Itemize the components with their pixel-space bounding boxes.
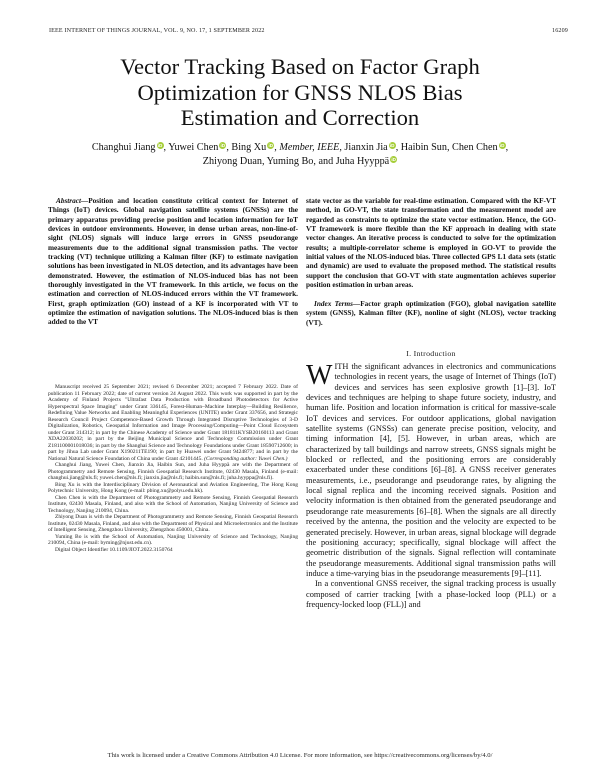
license-notice[interactable]: This work is licensed under a Creative Commons Attribution 4.0 License. For more information, see https://creativecommons.org/licenses/by/4.0/ <box>107 752 493 759</box>
first-page-footnote <box>48 384 298 553</box>
footnote-funding-text: Manuscript received 25 September 2021; revised 6 December 2021; accepted 7 February 2022. Date of publication 11 February 2022; date of current version 24 August 2022. This work was supported in part by the Academy of Finland Projects "Ultrafast Data Production with Broadband Photodetectors for Active Hyperspectral Space Imaging" under Grant 336145, Forest-Human–Machine Interplay—Building Resilience, Redefining Value Networks and Enabling Meaningful Experiences (UNITE) under Grant 337656, and Strategic Research Council Project Competence-Based Growth Through Integrated Disruptive Technologies of 3-D Digitalization, Robotics, Geospatial Information and Image Processing/Computing—Point Cloud Ecosystem under Grant 314312; in part by the Chinese Academy of Science under Grant 181811KYSB20160113 and Grant XDA22030202; in part by the Beijing Municipal Science and Technology Commission under Grant Z181100001018036; in part by the Shanghai Science and Technology Foundations under Grant 18590712600; in part by Jihua Lab under Grant X190211TE190; in part by Huawei under Grant 9424877; and in part by the National Natural Science Foundation of China under Grant 42101445. <box>48 384 298 462</box>
author-name: Juha Hyyppä <box>335 156 390 167</box>
abstract-left-column <box>48 197 298 328</box>
orcid-icon[interactable]: iD <box>389 143 395 148</box>
footnote-funding <box>48 384 298 462</box>
abstract-right-column: state vector as the variable for real-time estimation. Compared with the KF-VT method, in GO-VT, the state transformation and the measurement model are regarded as constraints to optimize the state vector estimation. Hence, the GO-VT framework is more flexible than the KF approach in dealing with state vector changes. An iterative process is conducted to solve for the optimization results; a multiple-correlator scheme is employed in GO-VT to provide the initial values of the NLOS-induced bias. Three collected GPS L1 data sets (static and dynamic) are used to evaluate the proposed method. The statistical results support the conclusion that GO-VT with state augmentation achieves superior position estimation in urban areas. <box>306 197 556 290</box>
section-heading-introduction: I. Introduction <box>406 349 456 358</box>
author-name: Zhiyong Duan <box>202 156 262 167</box>
introduction-body <box>306 362 556 610</box>
author-name: Jianxin Jia <box>344 142 388 153</box>
author-name: Yuwei Chen <box>168 142 219 153</box>
intro-paragraph-text: ITH the significant advances in electronics and communications technologies in recent years, the usage of Internet of Things (IoT) devices and services has seen explosive growth [1]–[3]. IoT devices and techniques are helping to shape future society, industry, and human life. Position and location information is critical for massive-scale IoT devices and services. For outdoor applications, global navigation satellite systems (GNSSs) can generate precise position, velocity, and timing information [4], [5]. However, in urban areas, which are characterized by tall buildings and narrow streets, GNSS signals might be blocked or reflected, and the positioning errors are considerably exacerbated under these conditions [6]–[8]. A GNSS receiver generates measurements, i.e., pseudorange and pseudorange rates, by aligning the local signal replica and the incoming received signals. Position and velocity information is then obtained from the generated pseudorange and pseudorange rate measurements [6]–[8]. When the signals are all directly received by the antenna, the position and the velocity are expected to be generated precisely. However, in urban areas, signal blockage will degrade the positioning accuracy; specifically, signal blockage will affect the geometric distribution of the signals. Signal reflection will contaminate the pseudorange measurements. Additional signal transmission paths will induce a time-varying bias in the pseudorange measurements [9]–[11]. <box>306 362 556 578</box>
orcid-icon[interactable]: iD <box>499 143 505 148</box>
footnote-affiliation: Changhui Jiang, Yuwei Chen, Jianxin Jia, Haibin Sun, and Juha Hyyppä are with the Department of Photogrammetry and Remote Sensing, Finnish Geospatial Research Institute, 02430 Masala, Finland (e-mail: changhui.jiang@nls.fi; yuwei.chen@nls.fi; jianxin.jia@nls.fi; haibin.sun@nls.fi; juha.hyyppa@nls.fi). <box>48 462 298 481</box>
running-header-journal: IEEE INTERNET OF THINGS JOURNAL, VOL. 9, NO. 17, 1 SEPTEMBER 2022 <box>49 28 265 34</box>
index-terms-label: Index Terms— <box>314 300 361 308</box>
author-membership: Member, IEEE <box>279 142 340 153</box>
author-name: Yuming Bo <box>266 156 314 167</box>
orcid-icon[interactable]: iD <box>157 143 163 148</box>
footnote-affiliation: Zhiyong Duan is with the Department of Photogrammetry and Remote Sensing, Finnish Geospatial Research Institute, 02430 Masala, Finland, and also with the Department of Physical and Microelectronics and the Institute of Intelligent Sensing, Zhengzhou University, Zhengzhou 450001, China. <box>48 514 298 533</box>
title-line-3: Estimation and Correction <box>180 105 420 130</box>
footnote-affiliation: Bing Xu is with the Interdisciplinary Division of Aeronautical and Aviation Engineering, The Hong Kong Polytechnic University, Hong Kong (e-mail: pbing.xu@polyu.edu.hk). <box>48 481 298 494</box>
index-terms <box>306 300 556 328</box>
orcid-icon[interactable]: iD <box>220 143 226 148</box>
footnote-affiliation: Yuming Bo is with the School of Automation, Nanjing University of Science and Technology, Nanjing 210094, China (e-mail: byming@njust.edu.cn). <box>48 533 298 546</box>
drop-cap: W <box>306 360 333 391</box>
footnote-doi: Digital Object Identifier 10.1109/JIOT.2022.3150764 <box>55 546 173 553</box>
author-name: Haibin Sun <box>400 142 447 153</box>
orcid-icon[interactable]: iD <box>268 143 274 148</box>
author-list: Changhui Jiang iD, Yuwei Chen iD, Bing Xu iD, Member, IEEE, Jianxin Jia iD, Haibin Sun, Chen Chen iD, Zhiyong Duan, Yuming Bo, and Juha Hyyppä iD <box>91 142 509 167</box>
title-line-1: Vector Tracking Based on Factor Graph <box>120 54 480 79</box>
footnote-affiliation: Chen Chen is with the Department of Photogrammetry and Remote Sensing, Finnish Geospatial Research Institute, 02430 Masala, Finland, and also with the School of Automation, Nanjing University of Science and Technology, Nanjing 210094, China. <box>48 494 298 514</box>
corresponding-author: (Corresponding author: Yuwei Chen.) <box>204 455 288 462</box>
intro-paragraph <box>306 362 556 579</box>
paper-title <box>40 54 560 131</box>
orcid-icon[interactable]: iD <box>391 157 396 162</box>
author-name: Changhui Jiang <box>91 142 156 153</box>
abstract-label: Abstract— <box>56 197 89 205</box>
author-name: Bing Xu <box>231 142 267 153</box>
intro-paragraph: In a conventional GNSS receiver, the signal tracking process is usually composed of carrier tracking [with a phase-locked loop (PLL) or a frequency-locked loop (FLL)] and <box>306 579 556 609</box>
title-line-2: Optimization for GNSS NLOS Bias <box>137 79 463 105</box>
abstract-text: Position and location constitute critical context for Internet of Things (IoT) devices. Global navigation satellite systems (GNSSs) are the primary apparatus providing precise position and location information for IoT devices in outdoor environments. However, in dense urban areas, non-line-of-sight (NLOS) signals will induce large errors in GNSS pseudorange measurements due to the additional signal transmission paths. The vector tracking (VT) technique utilizing a Kalman filter (KF) to estimate navigation solutions has been investigated in NLOS detection, and its advantages have been demonstrated. However, the estimation of NLOS-induced bias has not been thoroughly investigated in the VT framework. In this article, we focus on the estimation and correction of NLOS-induced errors within the VT framework. First, graph optimization (GO) instead of a KF is incorporated with VT to optimize the estimation of navigation solutions. The NLOS-induced bias is then added to the VT <box>48 197 298 327</box>
index-terms-text: Factor graph optimization (FGO), global navigation satellite system (GNSS), Kalman filter (KF), nonline of sight (NLOS), vector tracking (VT). <box>306 300 556 327</box>
author-conjunction: and <box>318 156 334 167</box>
running-header-page-number: 16209 <box>552 28 568 34</box>
author-name: Chen Chen <box>452 142 498 153</box>
